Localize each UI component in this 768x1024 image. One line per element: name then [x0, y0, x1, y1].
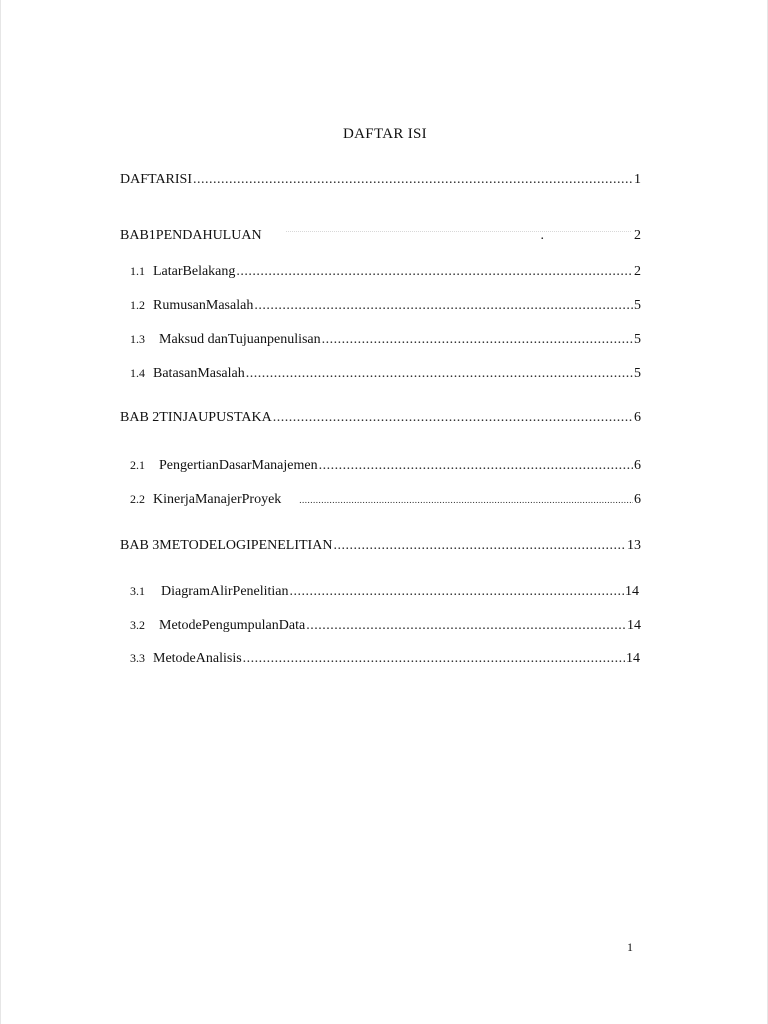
- toc-entry-number: 2.2: [130, 492, 145, 506]
- toc-entry-page: 2: [634, 264, 641, 279]
- toc-entry-1-4: [130, 366, 641, 386]
- dot-leader: [243, 651, 625, 667]
- toc-entry-1-1: [130, 264, 641, 284]
- toc-entry-page: 14: [627, 618, 641, 633]
- toc-entry-label: KinerjaManajerProyek: [153, 492, 282, 507]
- dot-leader: [236, 264, 633, 280]
- toc-entry-page: 6: [634, 492, 641, 507]
- toc-entry-page: 5: [634, 366, 641, 381]
- toc-entry-number: 1.1: [130, 264, 145, 278]
- toc-entry-number: 2.1: [130, 458, 145, 472]
- toc-entry-bab-1: [120, 228, 641, 248]
- toc-entry-label: BAB1PENDAHULUAN: [120, 228, 262, 243]
- toc-entry-page: 14: [625, 584, 639, 599]
- dot-leader: [306, 618, 626, 634]
- toc-entry-page: 5: [634, 332, 641, 347]
- dot-leader: [290, 584, 624, 600]
- toc-entry-page: 6: [634, 458, 641, 473]
- toc-entry-3-3: [130, 651, 640, 671]
- dot-leader: [319, 458, 633, 474]
- dot-leader: [246, 366, 633, 382]
- toc-entry-label: MetodeAnalisis: [153, 651, 242, 666]
- toc-entry-label: BAB 3METODELOGIPENELITIAN: [120, 538, 333, 553]
- toc-entry-1-3: [130, 332, 641, 352]
- dot-leader: [299, 495, 633, 505]
- toc-entry-number: 1.3: [130, 332, 145, 346]
- toc-entry-1-2: [130, 298, 641, 318]
- stray-dot: .: [540, 228, 544, 243]
- toc-entry-label: MetodePengumpulanData: [159, 618, 306, 633]
- toc-entry-3-2: [130, 618, 641, 638]
- toc-entry-daftar-isi: [120, 172, 641, 192]
- toc-entry-number: 3.3: [130, 651, 145, 665]
- toc-entry-bab-3: [120, 538, 641, 558]
- toc-entry-bab-2: [120, 410, 641, 430]
- dot-leader: [333, 538, 626, 554]
- toc-entry-number: 3.1: [130, 584, 145, 598]
- toc-entry-2-1: [130, 458, 641, 478]
- page-number: 1: [627, 940, 633, 954]
- toc-entry-page: 2: [634, 228, 641, 243]
- toc-entry-page: 6: [634, 410, 641, 425]
- dot-leader: [322, 332, 633, 348]
- toc-entry-number: 1.4: [130, 366, 145, 380]
- toc-entry-3-1: [130, 584, 639, 604]
- toc-entry-label: Maksud danTujuanpenulisan: [159, 332, 321, 347]
- toc-entry-label: DiagramAlirPenelitian: [161, 584, 289, 599]
- toc-entry-2-2: [130, 492, 641, 512]
- toc-entry-label: LatarBelakang: [153, 264, 236, 279]
- toc-entry-label: RumusanMasalah: [153, 298, 254, 313]
- dot-leader: [193, 172, 633, 188]
- toc-entry-number: 3.2: [130, 618, 145, 632]
- toc-entry-label: DAFTARISI: [120, 172, 192, 187]
- dot-leader: [273, 410, 633, 426]
- toc-entry-label: BatasanMasalah: [153, 366, 245, 381]
- toc-entry-number: 1.2: [130, 298, 145, 312]
- page-title: DAFTAR ISI: [343, 126, 427, 142]
- toc-entry-page: 5: [634, 298, 641, 313]
- toc-entry-label: BAB 2TINJAUPUSTAKA: [120, 410, 272, 425]
- toc-entry-page: 13: [627, 538, 641, 553]
- dot-leader: [254, 298, 633, 314]
- toc-entry-label: PengertianDasarManajemen: [159, 458, 318, 473]
- toc-entry-page: 1: [634, 172, 641, 187]
- toc-entry-page: 14: [626, 651, 640, 666]
